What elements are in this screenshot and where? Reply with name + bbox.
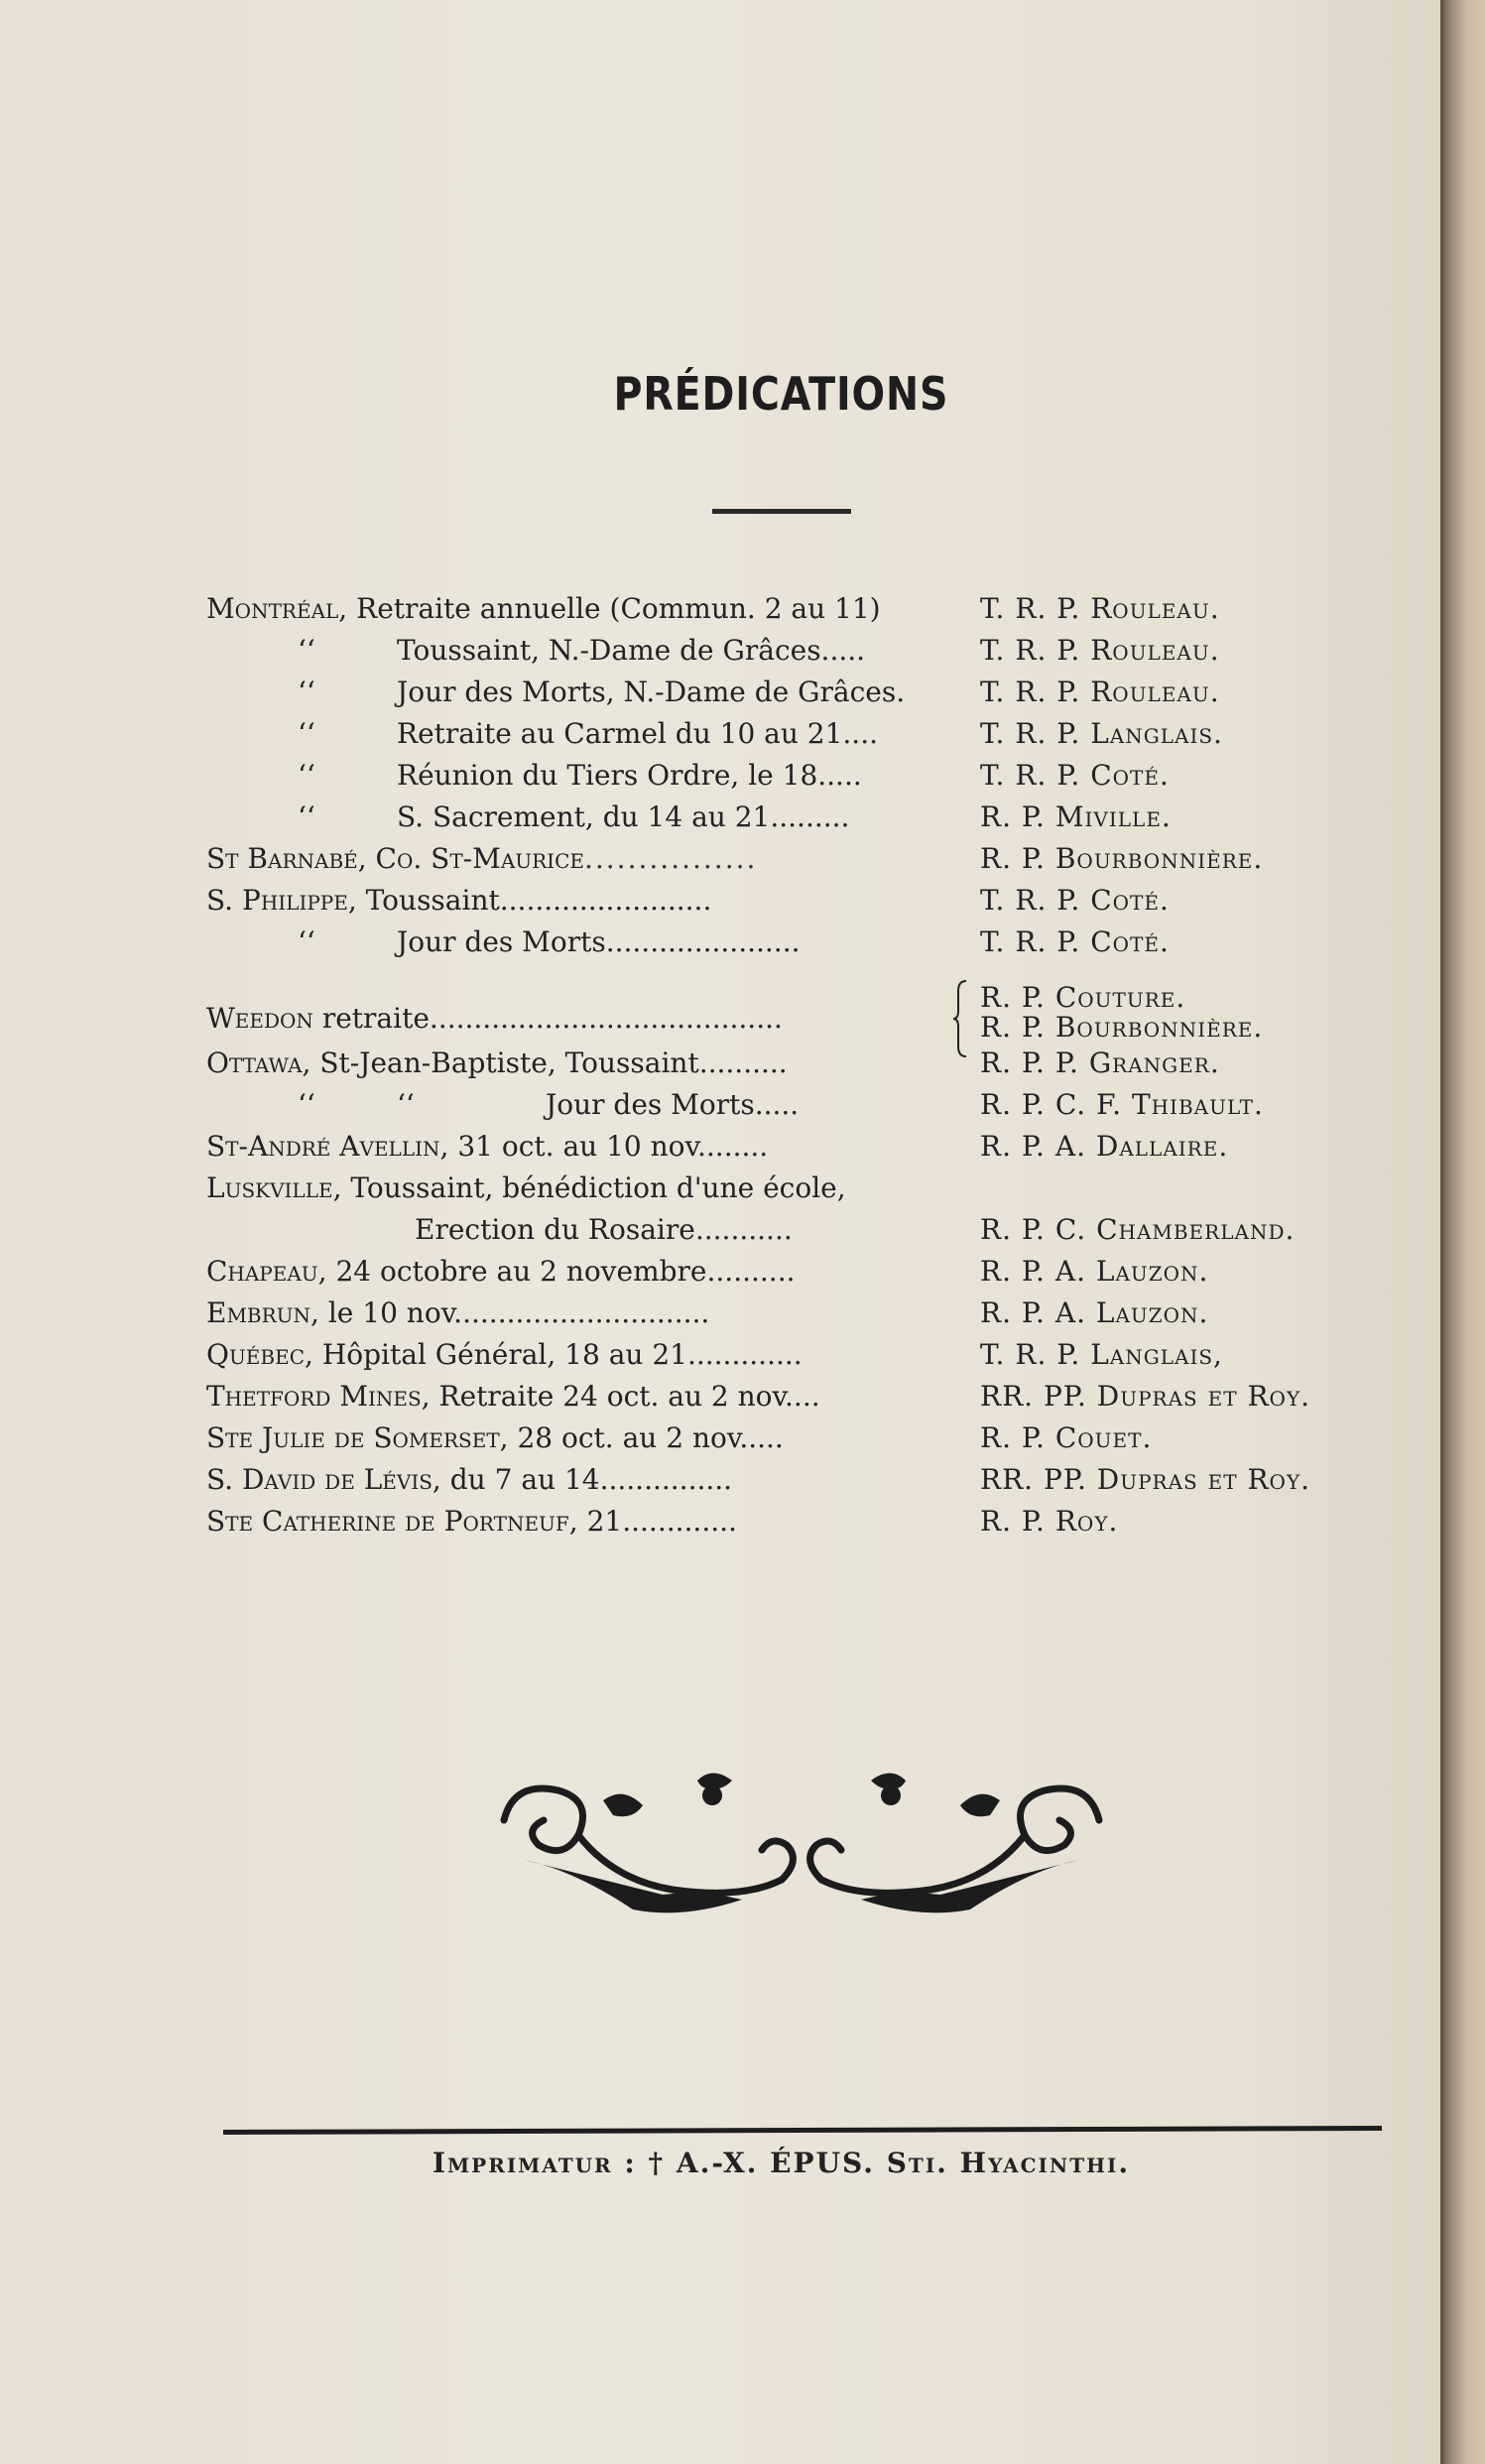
entry-detail: Retraite annuelle (Commun. 2 au 11) — [356, 592, 881, 625]
entry-detail: retraite........................................ — [321, 1002, 783, 1035]
entry-preacher: T. R. P. Rouleau. — [980, 676, 1220, 708]
entry-preacher: R. P. A. Lauzon. — [980, 1255, 1209, 1288]
entry-preacher: R. P. A. Lauzon. — [980, 1296, 1209, 1329]
entry-place: St-André Avellin, — [206, 1130, 449, 1163]
entry-row — [206, 672, 1387, 713]
entry-preacher: RR. PP. Dupras et Roy. — [980, 1380, 1311, 1413]
entry-detail: ................ — [583, 842, 758, 875]
entry-preacher: T. R. P. Langlais, — [980, 1338, 1223, 1371]
entry-row — [206, 1209, 1387, 1251]
ditto-mark: ‘‘ — [298, 925, 315, 958]
entry-detail: Jour des Morts...................... — [397, 925, 801, 958]
entry-preacher: R. P. C. F. Thibault. — [980, 1088, 1264, 1121]
entry-place: Montréal, — [206, 592, 348, 625]
entry-row — [206, 1126, 1387, 1168]
entry-row — [206, 1417, 1387, 1459]
entry-detail: Erection du Rosaire........... — [415, 1213, 793, 1246]
entry-place: Embrun, — [206, 1296, 319, 1329]
entry-preacher: R. P. A. Dallaire. — [980, 1130, 1229, 1163]
entry-detail: Toussaint........................ — [365, 884, 712, 917]
entry-row — [206, 1459, 1387, 1501]
entry-preacher: T. R. P. Rouleau. — [980, 634, 1220, 667]
imprimatur-line: Imprimatur : † A.-X. ÉPUS. Sti. Hyacinthi. — [432, 2147, 1131, 2179]
entry-preacher: R. P. Couture. — [980, 981, 1186, 1014]
entry-preacher: R. P. P. Granger. — [980, 1047, 1220, 1079]
entry-place: Ste Julie de Somerset, — [206, 1421, 509, 1454]
entry-detail: du 7 au 14............... — [449, 1463, 733, 1496]
entry-row — [206, 1043, 1387, 1084]
entry-row — [206, 1501, 1387, 1542]
ditto-mark: ‘‘ — [298, 759, 315, 792]
entry-detail: 28 oct. au 2 nov..... — [517, 1421, 784, 1454]
entry-detail: Hôpital Général, 18 au 21............. — [321, 1338, 803, 1371]
entry-detail: Jour des Morts..... — [546, 1088, 800, 1121]
entry-row — [206, 1251, 1387, 1293]
entry-detail: 31 oct. au 10 nov........ — [457, 1130, 769, 1163]
entry-place: Ottawa, — [206, 1047, 311, 1079]
entry-detail: Toussaint, bénédiction d'une école, — [350, 1171, 846, 1204]
entry-preacher: R. P. Bourbonnière. — [980, 842, 1264, 875]
entry-preacher: RR. PP. Dupras et Roy. — [980, 1463, 1311, 1496]
entry-row — [206, 1376, 1387, 1417]
entry-preacher: T. R. P. Coté. — [980, 884, 1170, 917]
entry-preacher: T. R. P. Rouleau. — [980, 592, 1220, 625]
entry-detail: Réunion du Tiers Ordre, le 18..... — [397, 759, 862, 792]
entry-row — [206, 1084, 1387, 1126]
entry-preacher: T. R. P. Langlais. — [980, 717, 1223, 750]
entry-detail: Jour des Morts, N.-Dame de Grâces. — [397, 676, 906, 708]
entry-place: S. David de Lévis, — [206, 1463, 441, 1496]
entry-detail: 21............. — [586, 1505, 737, 1538]
entry-row — [206, 755, 1387, 797]
entry-detail: Toussaint, N.-Dame de Grâces..... — [397, 634, 866, 667]
ditto-mark: ‘‘ — [298, 634, 315, 667]
entry-row — [206, 922, 1387, 963]
entry-preacher: R. P. Couet. — [980, 1421, 1153, 1454]
entry-preacher: R. P. Miville. — [980, 801, 1172, 833]
page-title: PRÉDICATIONS — [613, 367, 949, 421]
title-rule — [712, 509, 851, 514]
entry-detail: 24 octobre au 2 novembre.......... — [335, 1255, 796, 1288]
entry-place: Ste Catherine de Portneuf, — [206, 1505, 578, 1538]
entry-row — [206, 630, 1387, 672]
entry-detail: St-Jean-Baptiste, Toussaint.......... — [319, 1047, 788, 1079]
ditto-mark: ‘‘ — [298, 801, 315, 833]
ditto-mark: ‘‘ — [397, 1088, 415, 1121]
entry-preacher: T. R. P. Coté. — [980, 759, 1170, 792]
entry-row — [206, 588, 1387, 630]
entry-place: Thetford Mines, — [206, 1380, 431, 1413]
entry-row — [206, 880, 1387, 922]
entry-row — [206, 838, 1387, 880]
ditto-mark: ‘‘ — [298, 717, 315, 750]
entry-place: Chapeau, — [206, 1255, 327, 1288]
entry-preacher: R. P. Bourbonnière. — [980, 1011, 1264, 1044]
entry-preacher: T. R. P. Coté. — [980, 925, 1170, 958]
ditto-mark: ‘‘ — [298, 1088, 315, 1121]
ditto-mark: ‘‘ — [298, 676, 315, 708]
entry-row — [206, 1168, 1387, 1209]
entry-place: Québec, — [206, 1338, 313, 1371]
entry-place: Luskville, — [206, 1171, 342, 1204]
entry-place: Weedon — [206, 1002, 313, 1035]
entry-detail: Retraite au Carmel du 10 au 21.... — [397, 717, 879, 750]
ornament-flourish — [484, 1761, 1119, 1929]
entry-place: S. Philippe, — [206, 884, 357, 917]
entry-preacher: R. P. C. Chamberland. — [980, 1213, 1296, 1246]
entry-row — [206, 713, 1387, 755]
entry-preacher: R. P. Roy. — [980, 1505, 1119, 1538]
entry-detail: le 10 nov............................. — [327, 1296, 710, 1329]
entry-row — [206, 1293, 1387, 1334]
entry-place: St Barnabé, Co. St-Maurice — [206, 842, 584, 875]
entry-row — [206, 797, 1387, 838]
entry-detail: S. Sacrement, du 14 au 21......... — [397, 801, 850, 833]
entry-detail: Retraite 24 oct. au 2 nov.... — [438, 1380, 820, 1413]
entry-row — [206, 1334, 1387, 1376]
